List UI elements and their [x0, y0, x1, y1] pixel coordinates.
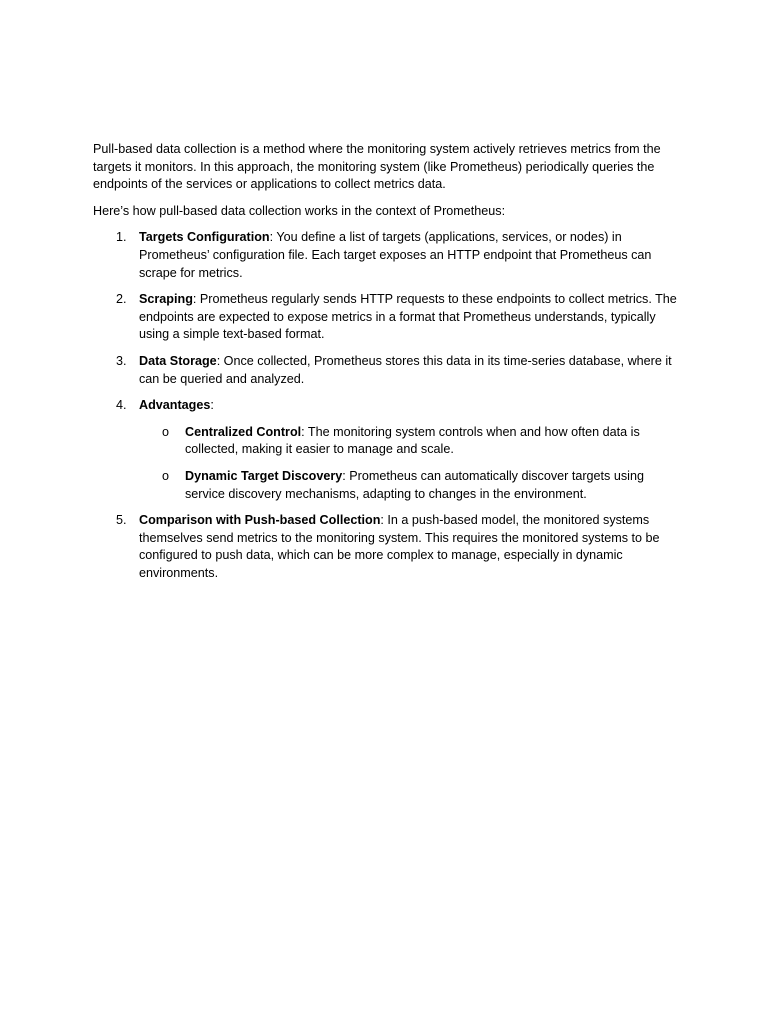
list-term: Advantages: [139, 398, 211, 413]
list-text: :: [210, 398, 214, 413]
list-number: 5.: [116, 513, 127, 528]
list-term: Scraping: [139, 292, 193, 307]
bullet-icon: o: [162, 468, 170, 483]
list-text: : Once collected, Prometheus stores this data in its time-series database, where it can be queried and analyzed.: [139, 353, 672, 386]
list-number: 4.: [116, 398, 127, 413]
list-term: Data Storage: [139, 353, 217, 368]
list-text: : You define a list of targets (applications, services, or nodes) in Prometheus’ configuration file. Each target exposes an HTTP endpoint that Prometheus can scrape for metrics.: [139, 230, 652, 280]
list-term: Targets Configuration: [139, 230, 270, 245]
list-item-advantages: [93, 397, 678, 503]
bullet-icon: o: [162, 424, 170, 439]
list-item-comparison-push-based: [93, 512, 678, 582]
numbered-list: [93, 229, 678, 582]
list-item-data-storage: [93, 353, 678, 388]
list-text: : Prometheus regularly sends HTTP requests to these endpoints to collect metrics. The endpoints are expected to expose metrics in a format that Prometheus understands, typically using a simple text-based format.: [139, 292, 677, 342]
list-item-targets-configuration: [93, 229, 678, 282]
sublist-text: : The monitoring system controls when and how often data is collected, making it easier to manage and scale.: [185, 424, 640, 457]
sublist-text: : Prometheus can automatically discover targets using service discovery mechanisms, adapting to changes in the environment.: [185, 468, 644, 501]
sublist-term: Centralized Control: [185, 424, 302, 439]
list-item-scraping: [93, 291, 678, 344]
list-number: 2.: [116, 292, 127, 307]
intro-paragraph: Pull-based data collection is a method where the monitoring system actively retrieves metrics from the targets it monitors. In this approach, the monitoring system (like Prometheus) periodically queries the endpoints of the services or applications to collect metrics data.: [93, 142, 661, 192]
sublist-term: Dynamic Target Discovery: [185, 468, 343, 483]
sublist-item-dynamic-target-discovery: [93, 468, 678, 503]
sublist-item-centralized-control: [93, 424, 678, 459]
list-number: 1.: [116, 230, 127, 245]
list-term: Comparison with Push-based Collection: [139, 513, 381, 528]
list-text: : In a push-based model, the monitored systems themselves send metrics to the monitoring system. This requires the monitored systems to be configured to push data, which can be more complex to manage, especially in dynamic environments.: [139, 513, 660, 580]
lead-paragraph: Here’s how pull-based data collection works in the context of Prometheus:: [93, 203, 506, 218]
document-page: [93, 141, 678, 591]
advantages-sublist: [139, 424, 678, 503]
list-number: 3.: [116, 353, 127, 368]
